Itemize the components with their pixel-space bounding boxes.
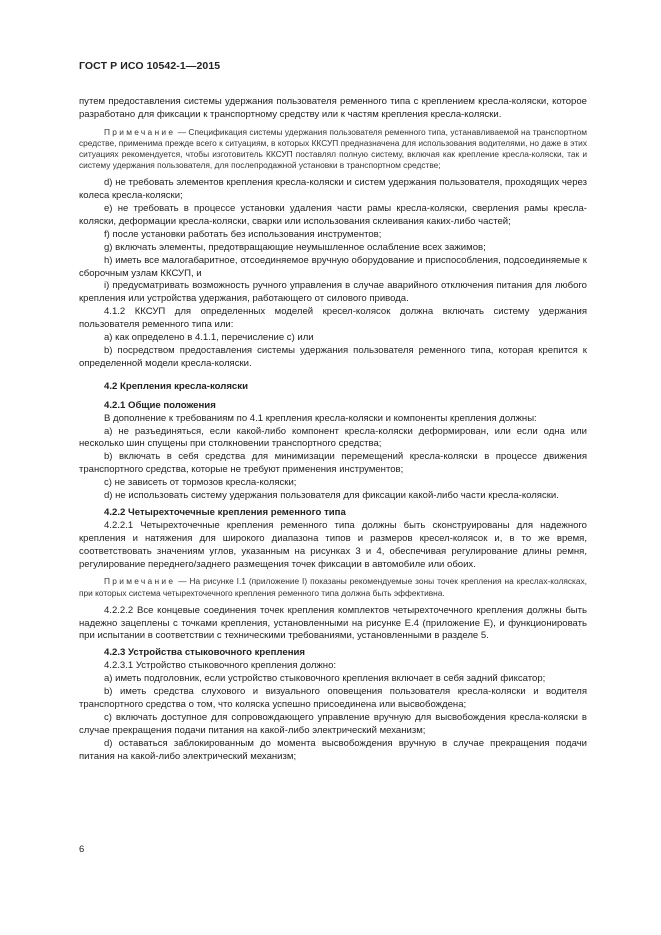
- note-1-text: — Спецификация системы удержания пользователя ременного типа, устанавливаемой на транспортном средстве, применима прежде всего к ситуациям, в которых ККСУП предназначена для использования водителями, но даже в этих ситуациях рекомендуется, чтобы изготовитель ККСУП поставлял полную систему, включая как крепление кресла-коляски, так и систему удержания пользователя, для послепродажной установки в транспортном средстве;: [79, 126, 587, 171]
- list-item-b2: b) посредством предоставления системы удержания пользователя ременного типа, которая крепится к определенной модели кресла-коляски.: [79, 344, 587, 369]
- list-item-d4: d) оставаться заблокированным до момента высвобождения вручную в случае прекращения подачи питания на какой-либо электрический механизм;: [79, 737, 587, 762]
- section-heading-4-2: 4.2 Крепления кресла-коляски: [104, 380, 248, 392]
- list-item-a2: a) как определено в 4.1.1, перечисление c) или: [104, 332, 314, 344]
- clause-4-2-1: В дополнение к требованиям по 4.1 крепления кресла-коляски и компоненты крепления должны:: [104, 412, 537, 424]
- list-item-b3: b) включать в себя средства для минимизации перемещений кресла-коляски в процессе движения транспортного средства, которые не требуют применения инструментов;: [79, 451, 587, 476]
- list-item-e1: e) не требовать в процессе установки удаления части рамы кресла-коляски, сверления рамы кресла-коляски, деформации кресла-коляски, сварки или использования склеивания каких-либо частей;: [79, 203, 587, 227]
- list-item-i1: i) предусматривать возможность ручного управления в случае аварийного отключения питания для любого крепления или устройства удержания, работающего от силового привода.: [79, 280, 587, 305]
- list-item-h1: h) иметь все малогабаритное, отсоединяемое вручную оборудование и приспособления, подсоединяемые к сборочным узлам ККСУП, и: [79, 254, 587, 279]
- list-item-d3: d) не использовать систему удержания пользователя для фиксации какой-либо части кресла-коляски.: [104, 490, 559, 502]
- clause-4-2-2-1: 4.2.2.1 Четырехточечные крепления ременного типа должны быть сконструированы для надежного крепления и натяжения для широкого диапазона типов и размеров кресел-колясок и, в то же время, соответствовать значениям углов, указанным на рисунках 3 и 4, обеспечивая регулирование длины ремня, регулирование переднего/заднего размещения точек фиксации в автомобиле или обоих.: [79, 519, 587, 570]
- clause-4-2-3-1: 4.2.3.1 Устройство стыковочного крепления должно:: [104, 660, 337, 672]
- note-2: [79, 576, 587, 598]
- list-item-c4: c) включать доступное для сопровождающего управление вручную для высвобождения кресла-коляски в случае прекращения подачи питания на какой-либо электрический механизм;: [79, 711, 587, 736]
- subsection-heading-4-2-1: 4.2.1 Общие положения: [104, 399, 216, 411]
- list-item-g1: g) включать элементы, предотвращающие неумышленное ослабление всех зажимов;: [104, 241, 486, 253]
- subsection-heading-4-2-3: 4.2.3 Устройства стыковочного крепления: [104, 647, 305, 659]
- note-2-text: — На рисунке I.1 (приложение I) показаны рекомендуемые зоны точек крепления на креслах-колясках, при которых система четырехточечного крепления ременного типа должна быть эффективна.: [79, 576, 587, 598]
- list-item-f1: f) после установки работать без использования инструментов;: [104, 228, 382, 240]
- subsection-heading-4-2-2: 4.2.2 Четырехточечные крепления ременного типа: [104, 506, 346, 518]
- list-item-c3: c) не зависеть от тормозов кресла-коляски;: [104, 477, 297, 489]
- paragraph-intro: путем предоставления системы удержания пользователя ременного типа с креплением кресла-коляски, которое разработано для фиксации к транспортному средству или к частям крепления кресла-коляски.: [79, 96, 587, 120]
- clause-4-2-2-2: 4.2.2.2 Все концевые соединения точек крепления комплектов четырехточечного крепления должны быть надежно зацеплены с точками крепления, установленными на рисунке E.4 (приложение E), и функционировать при испытании в соответствии с техническими требованиями, установленными в разделе 5.: [79, 604, 587, 642]
- document-body: [79, 96, 587, 764]
- list-item-d1: d) не требовать элементов крепления кресла-коляски и систем удержания пользователя, проходящих через колеса кресла-коляски;: [79, 177, 587, 202]
- clause-4-1-2: 4.1.2 ККСУП для определенных моделей кресел-колясок должна включать систему удержания пользователя ременного типа или:: [79, 306, 587, 331]
- note-1-label: Примечание: [104, 126, 176, 137]
- note-2-label: Примечание: [104, 576, 176, 587]
- list-item-a3: a) не разъединяться, если какой-либо компонент кресла-коляски деформирован, или если одна или несколько шин спущены при столкновении транспортного средства;: [79, 425, 587, 450]
- note-1: [79, 127, 587, 171]
- page-number: 6: [79, 844, 85, 855]
- document-header: ГОСТ Р ИСО 10542-1—2015: [79, 60, 221, 72]
- list-item-b4: b) иметь средства слухового и визуального оповещения пользователя кресла-коляски и водителя транспортного средства о том, что коляска успешно присоединена или высвобождена;: [79, 686, 587, 710]
- list-item-a4: a) иметь подголовник, если устройство стыковочного крепления включает в себя задний фиксатор;: [104, 673, 546, 685]
